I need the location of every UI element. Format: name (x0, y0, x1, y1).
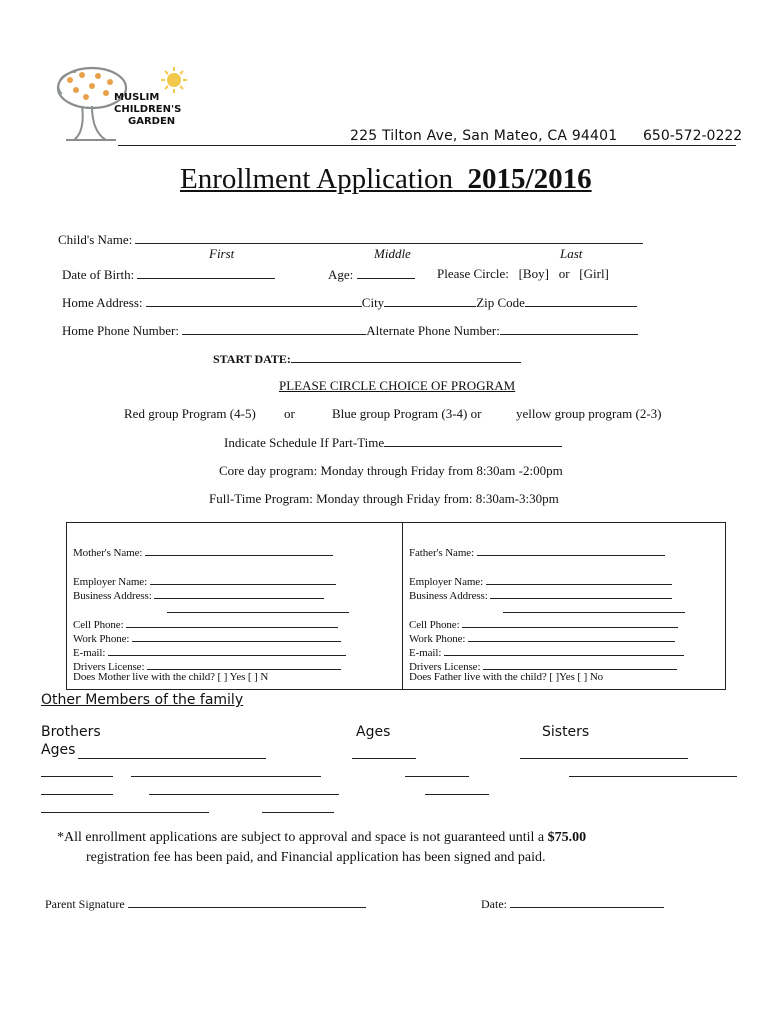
mother-name-field[interactable] (145, 543, 333, 556)
note-text: *All enrollment applications are subject to approval and space is not guaranteed until a (57, 830, 545, 845)
part-time-label: Indicate Schedule If Part-Time (224, 435, 385, 450)
father-name-label: Father's Name: (409, 547, 475, 559)
title-year: 2015/2016 (467, 163, 592, 195)
sister-age-line-3[interactable] (425, 794, 489, 795)
gender-or: or (558, 266, 570, 281)
full-time-program: Full-Time Program: Monday through Friday from: 8:30am-3:30pm (209, 491, 559, 506)
sister-line-2[interactable] (569, 776, 737, 777)
brothers-label: Brothers (41, 724, 101, 740)
title-text: Enrollment Application (180, 163, 454, 195)
home-phone-label: Home Phone Number: (62, 323, 179, 338)
brother-line-1[interactable] (78, 758, 266, 759)
mother-name-label: Mother's Name: (73, 547, 143, 559)
home-phone-field[interactable] (182, 322, 366, 335)
last-label: Last (560, 246, 583, 261)
brother-age-line-3[interactable] (41, 794, 113, 795)
mother-email-label: E-mail: (73, 647, 106, 659)
date-field[interactable] (510, 895, 664, 908)
father-name-row (409, 543, 665, 559)
mother-email-field[interactable] (108, 643, 346, 656)
father-name-field[interactable] (477, 543, 665, 556)
home-address-field[interactable] (146, 294, 362, 307)
child-name-field[interactable] (135, 231, 643, 244)
zip-field[interactable] (525, 294, 637, 307)
zip-label: Zip Code (476, 295, 525, 310)
dob-field[interactable] (137, 266, 275, 279)
mother-license-field[interactable] (147, 657, 341, 670)
ages-label-2: Ages (41, 742, 76, 758)
note-line-1 (57, 830, 586, 846)
core-program: Core day program: Monday through Friday from 8:30am -2:00pm (219, 463, 563, 478)
father-employer-label: Employer Name: (409, 576, 484, 588)
school-logo (52, 66, 192, 146)
age-field[interactable] (357, 266, 415, 279)
mother-employer-label: Employer Name: (73, 576, 148, 588)
father-employer-field[interactable] (486, 572, 672, 585)
start-date-label: START DATE: (213, 352, 291, 366)
header-rule (118, 145, 736, 146)
age-row (328, 266, 415, 283)
program-or: or (284, 406, 295, 421)
logo-text-line3: GARDEN (128, 116, 176, 127)
date-label: Date: (481, 897, 507, 911)
father-email-label: E-mail: (409, 647, 442, 659)
age-label: Age: (328, 267, 354, 282)
blue-group-option[interactable]: Blue group Program (3-4) or (332, 406, 482, 421)
mother-cell-label: Cell Phone: (73, 619, 124, 631)
father-business-field2[interactable] (503, 600, 685, 613)
father-email-field[interactable] (444, 643, 684, 656)
mother-employer-field[interactable] (150, 572, 336, 585)
logo-text (114, 92, 181, 128)
alt-phone-label: Alternate Phone Number: (366, 323, 500, 338)
program-heading: PLEASE CIRCLE CHOICE OF PROGRAM (279, 378, 516, 393)
mother-work-field[interactable] (132, 629, 341, 642)
gender-row (437, 266, 609, 282)
start-date-field[interactable] (291, 350, 521, 363)
gender-circle-label: Please Circle: (437, 266, 509, 281)
father-lives-row[interactable]: Does Father live with the child? [ ]Yes [ ] No (409, 671, 604, 683)
part-time-row (224, 434, 562, 451)
mother-business-row2 (167, 600, 349, 616)
dob-row (62, 266, 275, 283)
date-row (481, 895, 664, 912)
start-date-row (213, 350, 521, 367)
sister-age-line-4[interactable] (262, 812, 334, 813)
red-group-option[interactable]: Red group Program (4-5) (124, 406, 256, 421)
ages-label: Ages (356, 724, 391, 740)
mother-cell-field[interactable] (126, 615, 338, 628)
sister-line-1[interactable] (520, 758, 688, 759)
school-address: 225 Tilton Ave, San Mateo, CA 94401 (350, 128, 618, 144)
father-cell-label: Cell Phone: (409, 619, 460, 631)
brother-line-2[interactable] (131, 776, 321, 777)
city-label: City (361, 295, 385, 310)
parent-signature-field[interactable] (128, 895, 366, 908)
mother-work-label: Work Phone: (73, 633, 130, 645)
logo-text-line2: CHILDREN'S (114, 104, 182, 115)
gender-girl-option[interactable]: [Girl] (579, 266, 609, 281)
home-address-label: Home Address: (62, 295, 143, 310)
father-business-row2 (503, 600, 685, 616)
father-business-label: Business Address: (409, 590, 488, 602)
father-license-field[interactable] (483, 657, 677, 670)
yellow-group-option[interactable]: yellow group program (2-3) (516, 406, 662, 421)
first-label: First (209, 246, 235, 261)
page-title (180, 163, 592, 196)
mother-license-label: Drivers License: (73, 661, 145, 673)
child-name-label: Child's Name: (58, 232, 133, 247)
father-cell-field[interactable] (462, 615, 678, 628)
note-fee: $75.00 (547, 830, 587, 845)
brother-age-line-1[interactable] (352, 758, 416, 759)
mother-name-row (73, 543, 333, 559)
father-business-field[interactable] (490, 586, 672, 599)
father-work-label: Work Phone: (409, 633, 466, 645)
child-name-row (58, 231, 643, 248)
father-work-field[interactable] (468, 629, 675, 642)
school-phone: 650-572-0222 (643, 128, 743, 144)
dob-label: Date of Birth: (62, 267, 135, 282)
sisters-label: Sisters (542, 724, 590, 740)
part-time-field[interactable] (384, 434, 562, 447)
father-license-label: Drivers License: (409, 661, 481, 673)
mother-lives-row[interactable]: Does Mother live with the child? [ ] Yes [ ] N (73, 671, 269, 683)
note-line-2: registration fee has been paid, and Financial application has been signed and paid. (86, 850, 546, 865)
logo-text-line1: MUSLIM (114, 92, 160, 103)
mother-business-label: Business Address: (73, 590, 152, 602)
sister-line-3[interactable] (41, 812, 209, 813)
parent-signature-row (45, 895, 366, 912)
mother-business-field[interactable] (154, 586, 324, 599)
address-row (62, 294, 637, 311)
brother-line-3[interactable] (149, 794, 339, 795)
brother-age-line-2[interactable] (41, 776, 113, 777)
middle-label: Middle (374, 246, 411, 261)
parents-divider (402, 522, 403, 690)
family-heading: Other Members of the family (41, 692, 244, 708)
gender-boy-option[interactable]: [Boy] (518, 266, 549, 281)
phone-row (62, 322, 638, 339)
alt-phone-field[interactable] (500, 322, 638, 335)
mother-business-field2[interactable] (167, 600, 349, 613)
sister-age-line-2[interactable] (405, 776, 469, 777)
parent-signature-label: Parent Signature (45, 897, 125, 911)
city-field[interactable] (384, 294, 476, 307)
